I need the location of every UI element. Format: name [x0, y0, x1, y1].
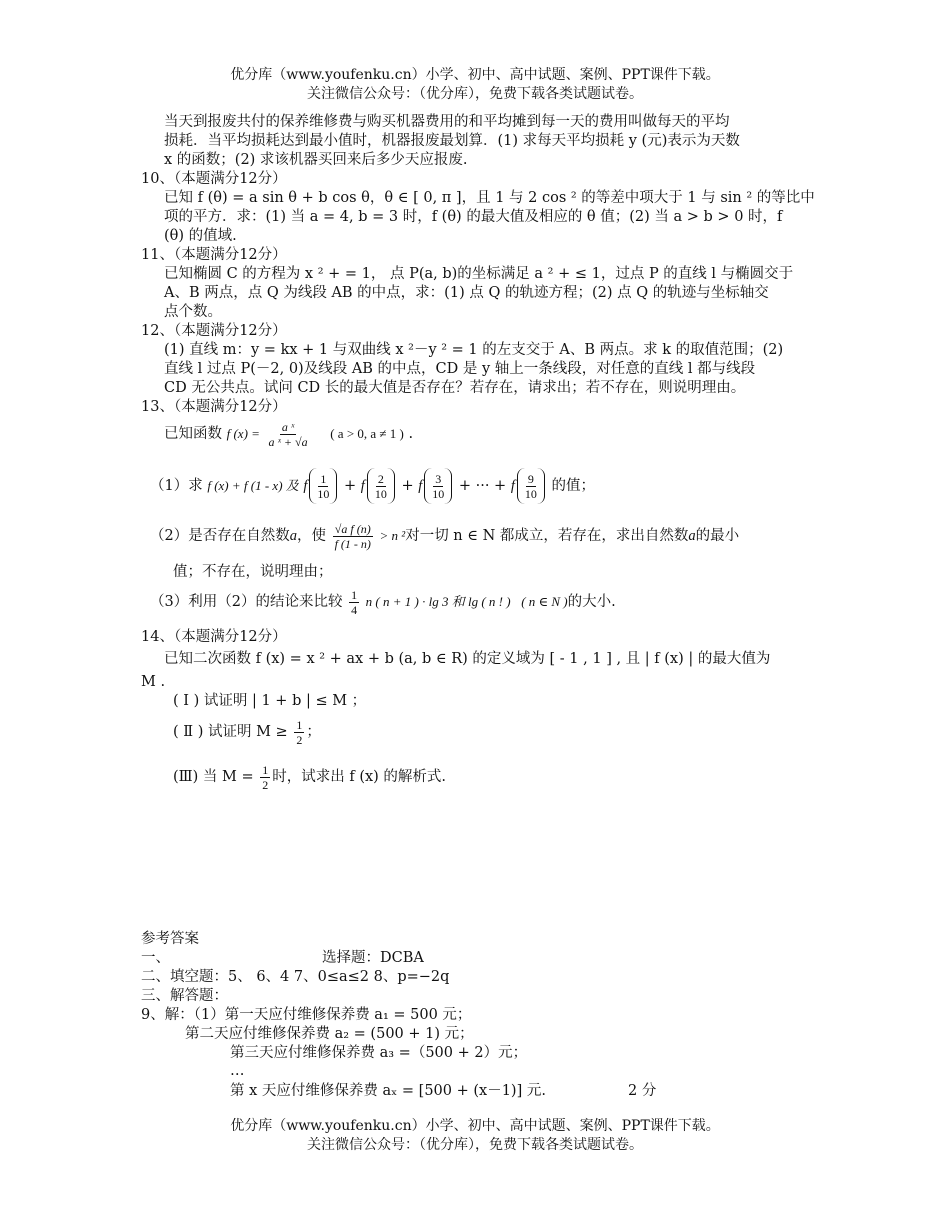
- q14-p3-end: 时，试求出 f (x) 的解析式.: [272, 769, 447, 785]
- q12-number: 12、（本题满分12分）: [141, 323, 287, 339]
- q13-p1-end: 的值；: [551, 478, 595, 494]
- q13-p1-f1: f: [303, 478, 308, 494]
- answer-9-line-1: 9、解：（1）第一天应付维修保养费 a₁ = 500 元；: [141, 1007, 472, 1023]
- q13-p3-end: 的大小.: [567, 594, 616, 610]
- q13-part-1: [150, 468, 595, 504]
- q14-p2-frac-den: 2: [296, 732, 303, 747]
- q13-condition: ( a > 0, a ≠ 1 ): [330, 426, 404, 441]
- q13-p2-mid: ，使: [296, 528, 326, 544]
- q13-frac-num: a ˣ: [281, 419, 295, 434]
- q14-p2-pre: ( Ⅱ ) 试证明 M ≥: [173, 724, 288, 740]
- q12-line-3: CD 无公共点。试问 CD 长的最大值是否存在？若存在，请求出；若不存在，则说明理由。: [164, 380, 746, 396]
- q10-number: 10、（本题满分12分）: [141, 171, 287, 187]
- q14-number: 14、（本题满分12分）: [141, 629, 287, 645]
- q13-number: 13、（本题满分12分）: [141, 399, 287, 415]
- q13-p1-dots: + ··· +: [458, 478, 507, 494]
- q13-p2-a: a: [289, 528, 297, 544]
- q13-p1-frac-4: [523, 472, 539, 501]
- q14-p3-fraction: [260, 763, 270, 792]
- answer-9-line-4: …: [230, 1063, 245, 1079]
- q14-p3-frac-den: 2: [262, 777, 269, 792]
- q12-line-1: (1) 直线 m：y = kx + 1 与双曲线 x ²－y ² = 1 的左支交于 A、B 两点。求 k 的取值范围；(2): [164, 342, 784, 358]
- q14-part-3: [173, 760, 446, 794]
- q13-p1-d1: 10: [317, 486, 330, 501]
- q13-p1-f3: f: [418, 478, 423, 494]
- q14-p2-end: ；: [306, 724, 321, 740]
- header-line-1: 优分库（www.youfenku.cn）小学、初中、高中试题、案例、PPT课件下载。: [230, 67, 720, 83]
- q13-p3-cond: ( n ∈ N ): [521, 594, 568, 609]
- q13-part-2-line-2: 值；不存在，说明理由；: [173, 564, 333, 580]
- q13-given-pre: 已知函数: [164, 426, 222, 442]
- q13-p2-frac-den: f (1 - n): [334, 536, 371, 551]
- q13-given-end: .: [408, 426, 414, 442]
- q10-line-2: 项的平方．求：(1) 当 a = 4, b = 3 时，f (θ) 的最大值及相应的 θ 值；(2) 当 a > b > 0 时，f: [164, 209, 783, 225]
- footer-line-1: 优分库（www.youfenku.cn）小学、初中、高中试题、案例、PPT课件下载。: [230, 1118, 720, 1134]
- q13-p3-pre: （3）利用（2）的结论来比较: [150, 594, 343, 610]
- answers-sec1-text: 选择题：DCBA: [322, 950, 424, 966]
- q13-p1-n2: 2: [377, 471, 384, 486]
- q12-line-2: 直线 l 过点 P(－2, 0)及线段 AB 的中点，CD 是 y 轴上一条线段，对任意的直线 l 都与线段: [164, 361, 756, 377]
- q13-p1-d3: 10: [432, 486, 445, 501]
- q13-part-3: [150, 584, 616, 620]
- q14-line-1: 已知二次函数 f (x) = x ² + ax + b (a, b ∈ R) 的定义域为 [ - 1 , 1 ] , 且 | f (x) | 的最大值为: [164, 651, 771, 667]
- q13-p1-n3: 3: [435, 471, 442, 486]
- q13-p1-n1: 1: [320, 471, 327, 486]
- answer-9-line-3: 第三天应付维修保养费 a₃ =（500 + 2）元；: [230, 1045, 528, 1061]
- q13-p3-frac-den: 4: [351, 602, 358, 617]
- q11-line-3: 点个数。: [164, 304, 222, 320]
- q13-p2-pre: （2）是否存在自然数: [150, 528, 290, 544]
- q13-p1-paren-2: [367, 468, 395, 504]
- header-line-2: 关注微信公众号：（优分库），免费下载各类试题试卷。: [307, 86, 643, 102]
- q13-p2-a2: a: [688, 528, 696, 544]
- q13-p1-plus-2: +: [401, 478, 414, 494]
- intro-line-2: 损耗．当平均损耗达到最小值时，机器报废最划算．(1) 求每天平均损耗 y (元)表示为天数: [164, 133, 740, 149]
- q13-p1-f4: f: [510, 478, 515, 494]
- answers-sec1-label: 一、: [141, 950, 170, 966]
- q13-p1-n9: 9: [527, 471, 534, 486]
- q11-number: 11、（本题满分12分）: [141, 247, 287, 263]
- q14-p3-frac-num: 1: [262, 762, 269, 777]
- answer-9-line-5: 第 x 天应付维修保养费 aₓ = [500 + (x－1)] 元.: [230, 1083, 546, 1099]
- q13-p1-a: f (x) + f (1 - x) 及: [207, 478, 299, 493]
- q13-p1-paren-3: [424, 468, 452, 504]
- q13-given: [164, 418, 413, 450]
- q13-p1-frac-1: [315, 472, 331, 501]
- q13-p3-expr: n ( n + 1 ) · lg 3 和 lg ( n ! ): [365, 594, 511, 609]
- q10-line-3: (θ) 的值域.: [164, 228, 237, 244]
- q13-p1-frac-2: [373, 472, 389, 501]
- q13-part-2: [150, 518, 739, 554]
- q13-p2-frac-num: √a f (n): [334, 521, 371, 536]
- q11-line-1: 已知椭圆 C 的方程为 x ² + = 1， 点 P(a, b)的坐标满足 a ² + ≤ 1，过点 P 的直线 l 与椭圆交于: [164, 266, 794, 282]
- answer-9-score: 2 分: [628, 1083, 657, 1099]
- q13-p1-f2: f: [360, 478, 365, 494]
- answers-title: 参考答案: [141, 931, 199, 947]
- answers-sec2: 二、填空题：5、 6、4 7、0≤a≤2 8、p=−2q: [141, 969, 450, 985]
- q13-p2-ineq: > n ²: [379, 528, 406, 543]
- q11-line-2: A、B 两点，点 Q 为线段 AB 的中点，求：(1) 点 Q 的轨迹方程；(2) 点 Q 的轨迹与坐标轴交: [164, 285, 769, 301]
- q14-p2-frac-num: 1: [296, 717, 303, 732]
- footer-line-2: 关注微信公众号：（优分库），免费下载各类试题试卷。: [307, 1137, 643, 1153]
- q13-frac-den: a ˣ + √a: [268, 434, 308, 449]
- q10-line-1: 已知 f (θ) = a sin θ + b cos θ，θ ∈ [ 0, π ]，且 1 与 2 cos ² 的等差中项大于 1 与 sin ² 的等比中: [164, 190, 815, 206]
- q13-p1-paren-4: [517, 468, 545, 504]
- answers-sec3: 三、解答题：: [141, 988, 228, 1004]
- q13-p1-d4: 10: [524, 486, 537, 501]
- q13-p1-pre: （1）求: [150, 478, 203, 494]
- intro-line-3: x 的函数；(2) 求该机器买回来后多少天应报废.: [164, 152, 468, 168]
- answer-9-line-2: 第二天应付维修保养费 a₂ = (500 + 1) 元；: [185, 1026, 474, 1042]
- q13-p3-fraction: [349, 588, 359, 617]
- q13-p2-end: 的最小: [695, 528, 740, 544]
- q13-p2-rest: 对一切 n ∈ N 都成立，若存在，求出自然数: [405, 528, 689, 544]
- q14-line-2: M .: [141, 674, 166, 690]
- q14-part-2: [173, 715, 321, 749]
- q14-part-1: ( Ⅰ ) 试证明 | 1 + b | ≤ M ；: [173, 693, 367, 709]
- q13-p3-frac-num: 1: [351, 587, 358, 602]
- q13-f-def: f (x) =: [226, 426, 260, 441]
- q13-p1-plus-1: +: [344, 478, 357, 494]
- q13-p1-d2: 10: [374, 486, 387, 501]
- q14-p2-fraction: [294, 718, 304, 747]
- intro-line-1: 当天到报废共付的保养维修费与购买机器费用的和平均摊到每一天的费用叫做每天的平均: [164, 114, 730, 130]
- q13-p1-paren-1: [309, 468, 337, 504]
- q13-p1-frac-3: [430, 472, 446, 501]
- q13-fraction: [267, 420, 310, 449]
- q14-p3-pre: (Ⅲ) 当 M =: [173, 769, 254, 785]
- q13-p2-fraction: [333, 522, 373, 551]
